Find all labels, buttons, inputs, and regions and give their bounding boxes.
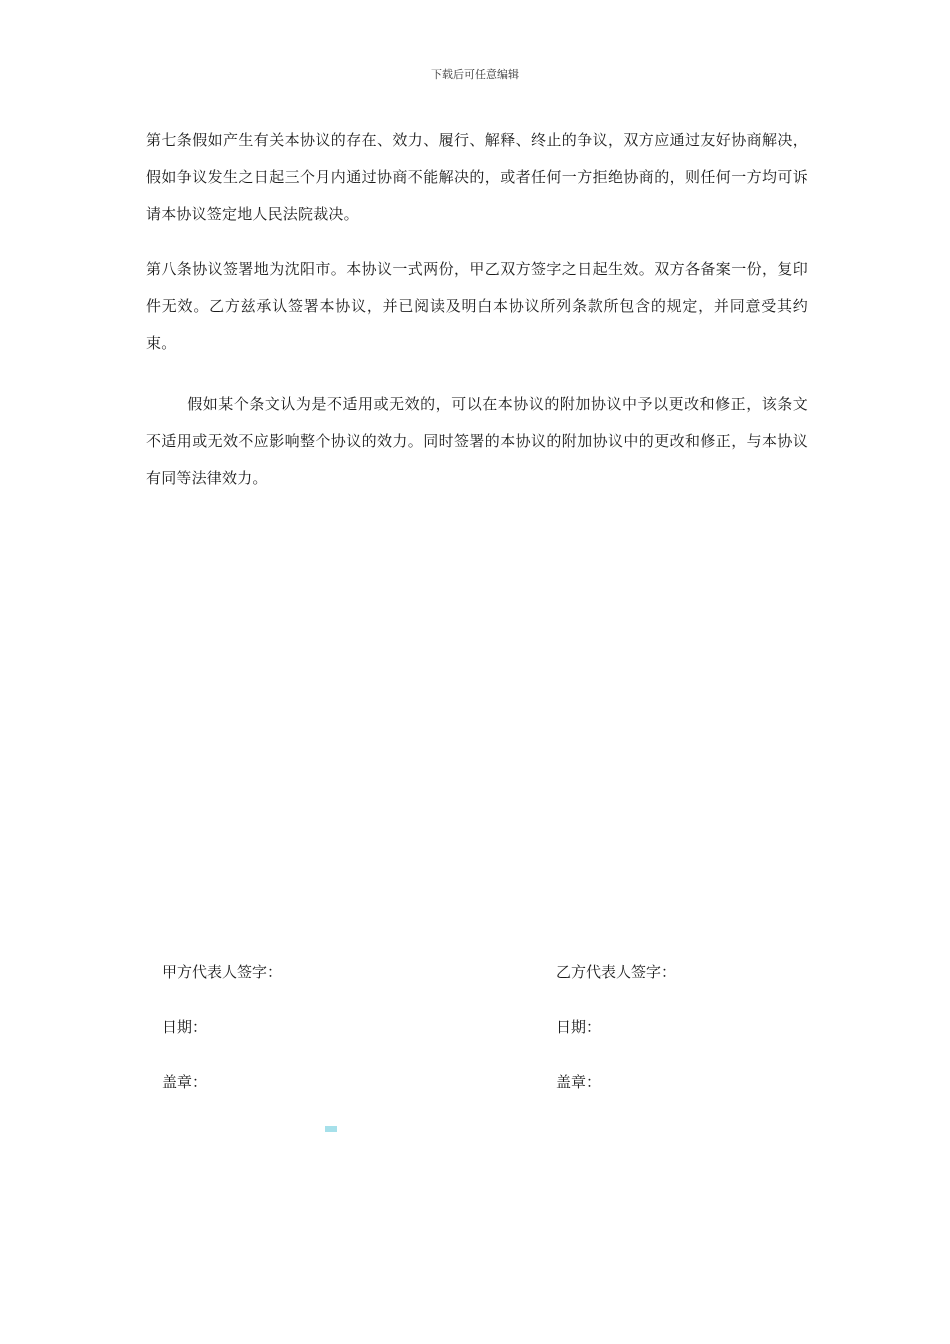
- party-b-signature-block: [556, 958, 676, 1123]
- document-body: [146, 122, 808, 515]
- party-a-signature-label: 甲方代表人签字：: [162, 963, 283, 981]
- party-b-signature-label: 乙方代表人签字：: [556, 963, 677, 981]
- party-a-signature-block: [162, 958, 282, 1123]
- party-b-seal-label: 盖章：: [556, 1073, 602, 1091]
- party-a-date-label: 日期：: [162, 1018, 208, 1036]
- page-header-note: 下载后可任意编辑: [431, 68, 519, 81]
- article-eight-paragraph: 第八条协议签署地为沈阳市。本协议一式两份，甲乙双方签字之日起生效。双方各备案一份，复印件无效。乙方兹承认签署本协议，并已阅读及明白本协议所列条款所包含的规定，并同意受其约束。: [146, 260, 808, 352]
- party-b-date-label: 日期：: [556, 1018, 602, 1036]
- cyan-marker: [325, 1126, 337, 1132]
- severability-paragraph: 假如某个条文认为是不适用或无效的，可以在本协议的附加协议中予以更改和修正，该条文不适用或无效不应影响整个协议的效力。同时签署的本协议的附加协议中的更改和修正，与本协议有同等法律效力。: [146, 395, 808, 487]
- article-seven-paragraph: 第七条假如产生有关本协议的存在、效力、履行、解释、终止的争议，双方应通过友好协商解决，假如争议发生之日起三个月内通过协商不能解决的，或者任何一方拒绝协商的，则任何一方均可诉请本协议签定地人民法院裁决。: [146, 131, 808, 223]
- party-a-seal-label: 盖章：: [162, 1073, 208, 1091]
